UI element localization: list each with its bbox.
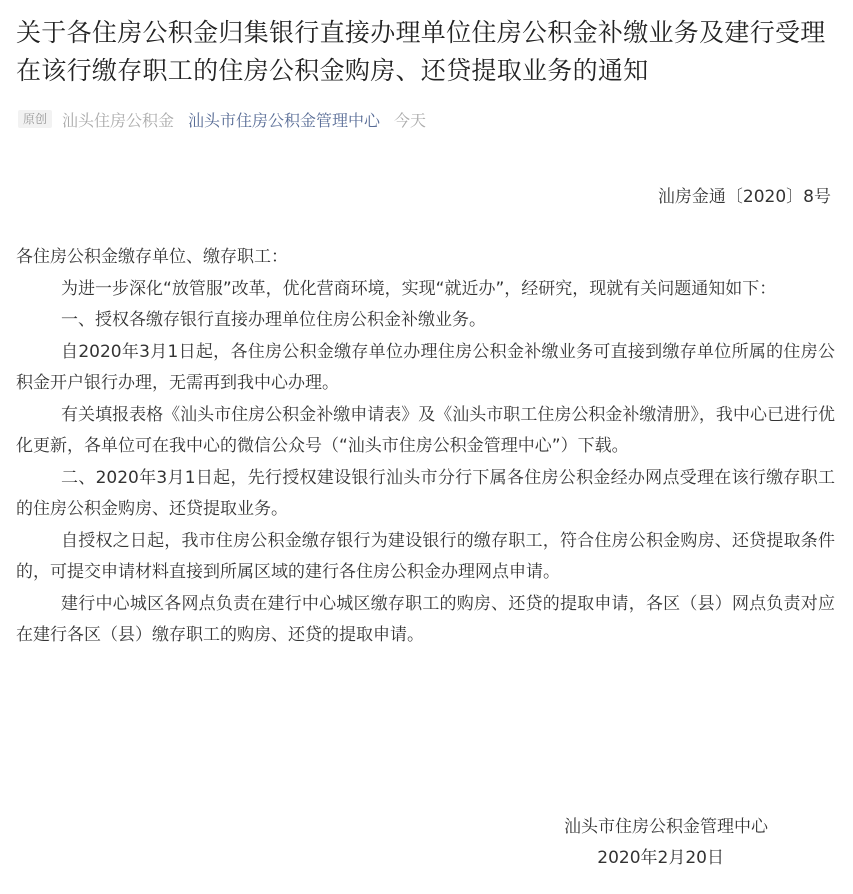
issuing-organization: 汕头市住房公积金管理中心 [564,817,768,837]
section-heading-2: 二、2020年3月1日起，先行授权建设银行汕头市分行下属各住房公积金经办网点受理在该行缴存职工的住房公积金购房、还贷提取业务。 [16,467,835,519]
author-name: 汕头住房公积金 [62,110,175,130]
article-title: 关于各住房公积金归集银行直接办理单位住房公积金补缴业务及建行受理在该行缴存职工的住房公积金购房、还贷提取业务的通知 [16,18,826,85]
signature-block [564,812,768,874]
section-heading-1: 一、授权各缴存银行直接办理单位住房公积金补缴业务。 [61,310,487,330]
signature-date: 2020年2月20日 [597,848,724,868]
official-account-link[interactable]: 汕头市住房公积金管理中心 [188,110,381,130]
body-paragraph: 自2020年3月1日起，各住房公积金缴存单位办理住房公积金补缴业务可直接到缴存单位所属的住房公积金开户银行办理，无需再到我中心办理。 [16,341,835,393]
article-meta [16,106,835,132]
body-paragraph: 为进一步深化“放管服”改革，优化营商环境，实现“就近办”，经研究，现就有关问题通知如下： [61,278,777,299]
body-paragraph: 自授权之日起，我市住房公积金缴存银行为建设银行的缴存职工，符合住房公积金购房、还贷提取条件的，可提交申请材料直接到所属区域的建行各住房公积金办理网点申请。 [16,530,835,582]
article-body [16,242,835,652]
salutation: 各住房公积金缴存单位、缴存职工： [16,247,288,267]
body-paragraph: 建行中心城区各网点负责在建行中心城区缴存职工的购房、还贷的提取申请，各区（县）网点负责对应在建行各区（县）缴存职工的购房、还贷的提取申请。 [16,593,835,645]
original-badge: 原创 [18,110,52,128]
publish-date: 今天 [394,110,427,130]
body-paragraph: 有关填报表格《汕头市住房公积金补缴申请表》及《汕头市职工住房公积金补缴清册》，我中心已进行优化更新，各单位可在我中心的微信公众号（“汕头市住房公积金管理中心”）下载。 [16,404,835,456]
document-number: 汕房金通〔2020〕8号 [657,187,831,207]
